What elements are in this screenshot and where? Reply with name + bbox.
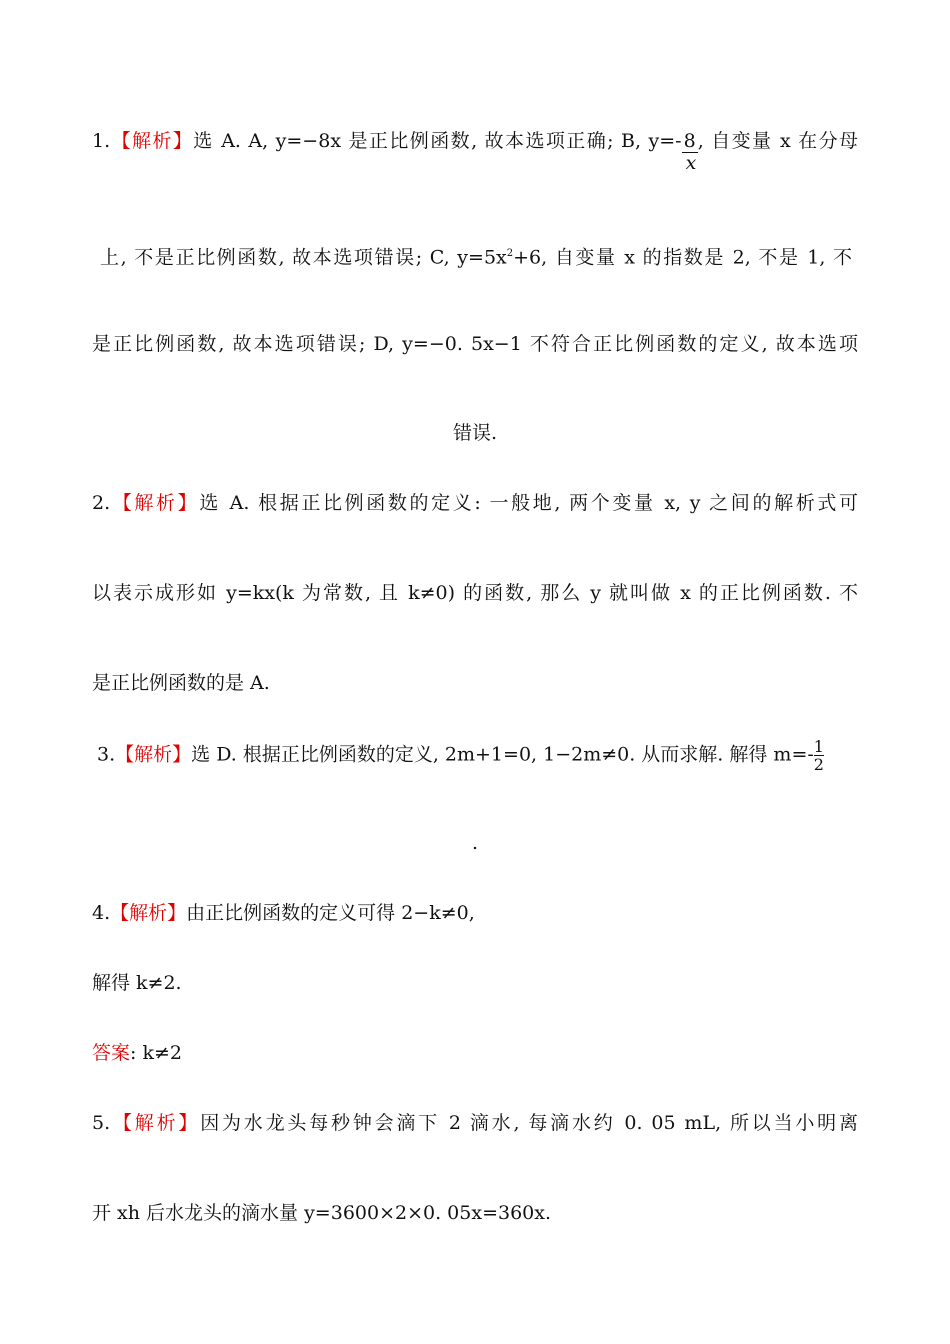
q5-line1: 5.【解析】因为水龙头每秒钟会滴下 2 滴水, 每滴水约 0. 05 mL, 所以当小明离 <box>92 1112 858 1134</box>
q3-line2: . <box>471 832 479 854</box>
q2-line2: 以表示成形如 y=kx(k 为常数, 且 k≠0) 的函数, 那么 y 就叫做 x 的正比例函数. 不 <box>92 582 858 604</box>
q2-line3: 是正比例函数的是 A. <box>92 672 270 694</box>
q4-line1: 4.【解析】由正比例函数的定义可得 2−k≠0, <box>92 902 475 924</box>
q2-line1: 2.【解析】选 A. 根据正比例函数的定义: 一般地, 两个变量 x, y 之间的解析式可 <box>92 492 858 514</box>
q1-line1: 1.【解析】选 A. A, y=−8x 是正比例函数, 故本选项正确; B, $y=-\frac{8}{x}$ , 自变量 x 在分母 <box>92 130 858 174</box>
fraction: $\frac{1}{2}$ <box>813 737 824 774</box>
fraction: $\frac{8}{x}$ <box>683 130 697 174</box>
q1-line3: 是正比例函数, 故本选项错误; D, y=−0. 5x−1 不符合正比例函数的定义, 故本选项 <box>92 333 858 355</box>
q4-answer: 答案: k≠2 <box>92 1042 182 1064</box>
q4-line2: 解得 k≠2. <box>92 972 182 994</box>
q5-line2: 开 xh 后水龙头的滴水量 y=3600×2×0. 05x=360x. <box>92 1202 552 1224</box>
q1-line4: 错误. <box>452 422 498 444</box>
q1-line2: 上, 不是正比例函数, 故本选项错误; C, $y=5x^2+6$, 自变量 x 的指数是 2, 不是 1, 不 <box>100 246 853 269</box>
q3-line1: 3.【解析】选 D. 根据正比例函数的定义, 2m+1=0, 1−2m≠0. 从而求解. 解得 m=- $\frac{1}{2}$ <box>97 737 824 774</box>
